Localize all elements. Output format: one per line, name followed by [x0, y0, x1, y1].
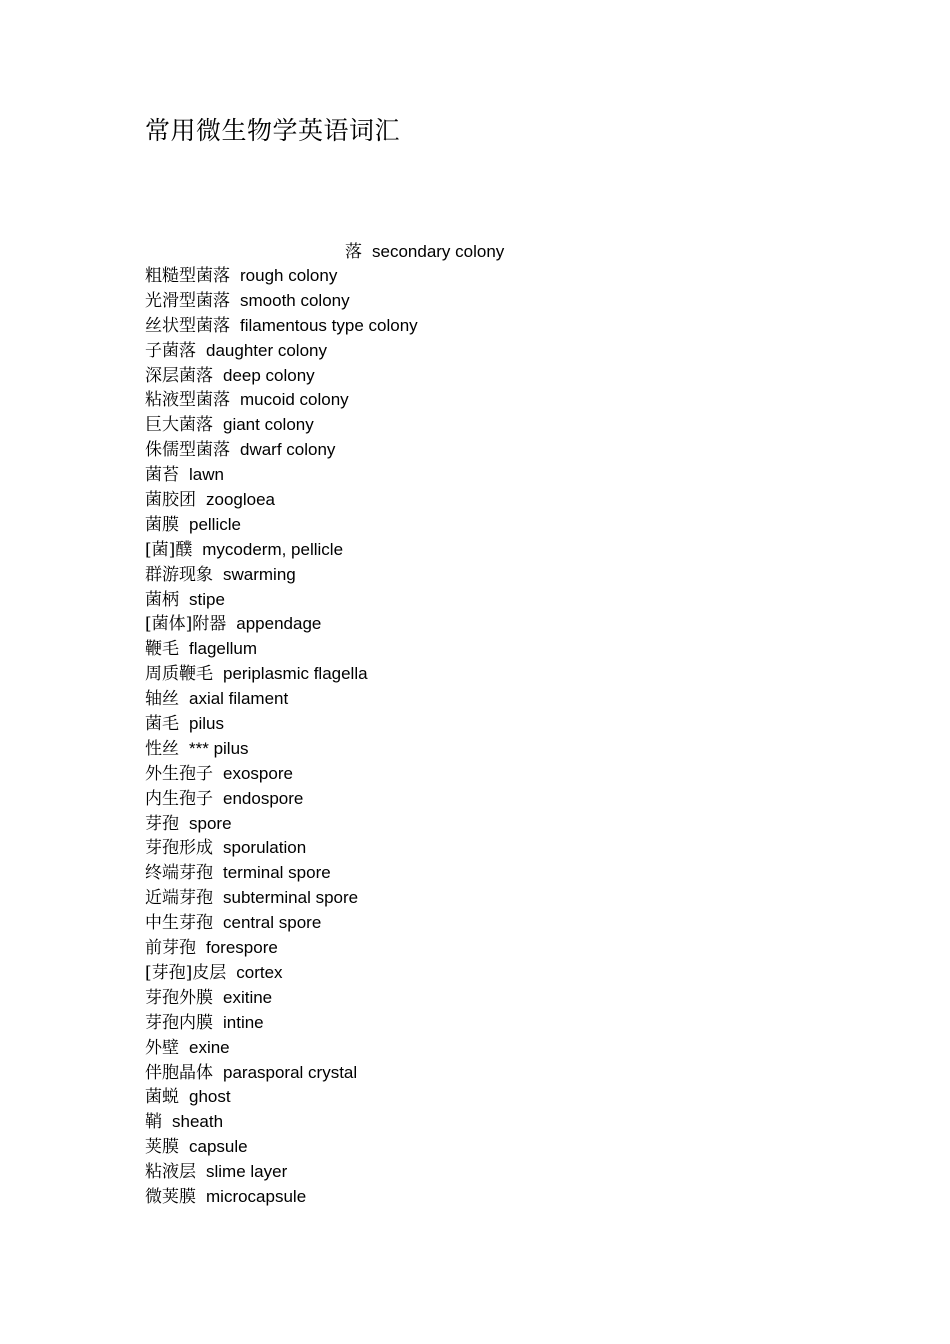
- vocabulary-entry: [145, 388, 418, 413]
- vocabulary-entry: [145, 1085, 418, 1110]
- entry-english-term: exospore: [223, 763, 293, 783]
- entry-chinese-term: 荚膜: [145, 1137, 179, 1158]
- entry-chinese-term: 菌膜: [145, 514, 179, 535]
- vocabulary-entry: [145, 662, 418, 687]
- vocabulary-entry: [145, 986, 418, 1011]
- entry-english-term: axial filament: [189, 689, 289, 709]
- entry-chinese-term: 轴丝: [145, 689, 179, 710]
- entry-english-term: forespore: [206, 938, 278, 958]
- entry-english-term: deep colony: [223, 365, 315, 385]
- vocabulary-entry: [145, 413, 418, 438]
- vocabulary-entry: [145, 513, 418, 538]
- entry-chinese-term: 菌柄: [145, 589, 179, 610]
- entry-chinese-term: [菌体]附器: [145, 614, 227, 635]
- entry-chinese-term: 深层菌落: [145, 365, 213, 386]
- entry-chinese-term: 粗糙型菌落: [145, 266, 230, 286]
- vocabulary-entry: [145, 1185, 418, 1210]
- vocabulary-entry: [145, 538, 418, 563]
- vocabulary-entry: [145, 687, 418, 712]
- entry-english-term: cortex: [236, 962, 283, 982]
- entry-chinese-term: 菌蜕: [145, 1087, 179, 1108]
- entry-english-term: microcapsule: [206, 1186, 307, 1206]
- entry-english-term: central spore: [223, 913, 322, 933]
- entry-english-term: sporulation: [223, 838, 307, 858]
- entry-chinese-term: 侏儒型菌落: [145, 440, 230, 461]
- entry-english-term: giant colony: [223, 415, 314, 435]
- entry-english-term: smooth colony: [240, 290, 350, 310]
- vocabulary-entry: [145, 812, 418, 837]
- entry-english-term: pilus: [189, 714, 224, 734]
- vocabulary-entry: [145, 612, 418, 637]
- vocabulary-entry: [145, 339, 418, 364]
- vocabulary-entry: [145, 488, 418, 513]
- entry-english-term: rough colony: [240, 266, 338, 285]
- entry-chinese-term: 芽孢: [145, 813, 179, 834]
- entry-chinese-term: 鞭毛: [145, 639, 179, 660]
- entry-chinese-term: 周质鞭毛: [145, 664, 213, 685]
- entry-english-term: spore: [189, 813, 232, 833]
- entry-chinese-term: 前芽孢: [145, 938, 196, 959]
- entry-chinese-term: 光滑型菌落: [145, 290, 230, 311]
- vocabulary-entry: [145, 762, 418, 787]
- vocabulary-entry: [145, 737, 418, 762]
- entry-english-term: filamentous type colony: [240, 315, 418, 335]
- vocabulary-entry: [145, 314, 418, 339]
- entry-chinese-term: 微荚膜: [145, 1186, 196, 1207]
- vocabulary-entry: [145, 787, 418, 812]
- entry-english-term: intine: [223, 1012, 264, 1032]
- vocabulary-entry: [145, 264, 418, 289]
- entry-chinese-term: 外壁: [145, 1037, 179, 1058]
- partial-entry-english: secondary colony: [372, 242, 505, 261]
- entry-chinese-term: 巨大菌落: [145, 415, 213, 436]
- vocabulary-entry: [145, 289, 418, 314]
- vocabulary-entry: [145, 1011, 418, 1036]
- entry-english-term: subterminal spore: [223, 888, 359, 908]
- entry-chinese-term: 菌毛: [145, 714, 179, 735]
- vocabulary-entry: [145, 1061, 418, 1086]
- entry-english-term: dwarf colony: [240, 440, 336, 460]
- entry-chinese-term: 菌苔: [145, 465, 179, 486]
- entry-chinese-term: 丝状型菌落: [145, 315, 230, 336]
- entry-chinese-term: 伴胞晶体: [145, 1062, 213, 1083]
- vocabulary-entry: [145, 712, 418, 737]
- entry-chinese-term: 芽孢外膜: [145, 987, 213, 1008]
- vocabulary-entry: [145, 637, 418, 662]
- entry-chinese-term: 鞘: [145, 1112, 162, 1133]
- entry-chinese-term: 粘液层: [145, 1162, 196, 1183]
- entry-chinese-term: 近端芽孢: [145, 888, 213, 909]
- vocabulary-entry: [145, 563, 418, 588]
- entry-english-term: parasporal crystal: [223, 1062, 358, 1082]
- vocabulary-entry: [145, 961, 418, 986]
- vocabulary-entry: [145, 1160, 418, 1185]
- entry-english-term: exine: [189, 1037, 230, 1057]
- entry-english-term: exitine: [223, 987, 273, 1007]
- entry-english-term: mucoid colony: [240, 390, 349, 410]
- vocabulary-entry: [145, 364, 418, 389]
- entry-english-term: periplasmic flagella: [223, 664, 368, 684]
- entry-english-term: swarming: [223, 564, 296, 584]
- entry-chinese-term: [芽孢]皮层: [145, 962, 227, 983]
- vocabulary-entry: [145, 1036, 418, 1061]
- vocabulary-list: [145, 264, 418, 1210]
- vocabulary-entry: [145, 438, 418, 463]
- vocabulary-entry: [145, 1110, 418, 1135]
- vocabulary-entry: [145, 911, 418, 936]
- entry-chinese-term: 中生芽孢: [145, 913, 213, 934]
- entry-chinese-term: 粘液型菌落: [145, 390, 230, 411]
- entry-chinese-term: 内生孢子: [145, 788, 213, 809]
- entry-chinese-term: 终端芽孢: [145, 863, 213, 884]
- vocabulary-entry: [145, 463, 418, 488]
- vocabulary-entry: [145, 1135, 418, 1160]
- entry-chinese-term: 芽孢内膜: [145, 1012, 213, 1033]
- entry-english-term: lawn: [189, 465, 224, 485]
- entry-chinese-term: 芽孢形成: [145, 838, 213, 859]
- entry-chinese-term: 群游现象: [145, 564, 213, 585]
- entry-chinese-term: 子菌落: [145, 340, 196, 361]
- entry-english-term: terminal spore: [223, 863, 331, 883]
- entry-english-term: capsule: [189, 1137, 248, 1157]
- entry-english-term: stipe: [189, 589, 225, 609]
- entry-chinese-term: 菌胶团: [145, 490, 196, 511]
- entry-chinese-term: 外生孢子: [145, 763, 213, 784]
- entry-english-term: pellicle: [189, 514, 241, 534]
- entry-english-term: flagellum: [189, 639, 258, 659]
- vocabulary-entry: [145, 936, 418, 961]
- partial-entry-chinese: 落: [345, 242, 362, 262]
- vocabulary-entry: [145, 886, 418, 911]
- entry-chinese-term: [菌]醭: [145, 539, 193, 560]
- vocabulary-entry: [145, 861, 418, 886]
- vocabulary-entry: [145, 836, 418, 861]
- entry-english-term: ghost: [189, 1087, 231, 1107]
- entry-english-term: mycoderm, pellicle: [202, 539, 344, 559]
- document-title: 常用微生物学英语词汇: [145, 116, 401, 145]
- entry-english-term: sheath: [172, 1112, 224, 1132]
- partial-entry: [345, 239, 504, 265]
- entry-english-term: *** pilus: [189, 738, 249, 758]
- entry-english-term: appendage: [236, 614, 322, 634]
- vocabulary-entry: [145, 588, 418, 613]
- entry-english-term: zoogloea: [206, 490, 276, 510]
- entry-english-term: endospore: [223, 788, 304, 808]
- entry-chinese-term: 性丝: [145, 738, 179, 759]
- entry-english-term: slime layer: [206, 1162, 288, 1182]
- entry-english-term: daughter colony: [206, 340, 327, 360]
